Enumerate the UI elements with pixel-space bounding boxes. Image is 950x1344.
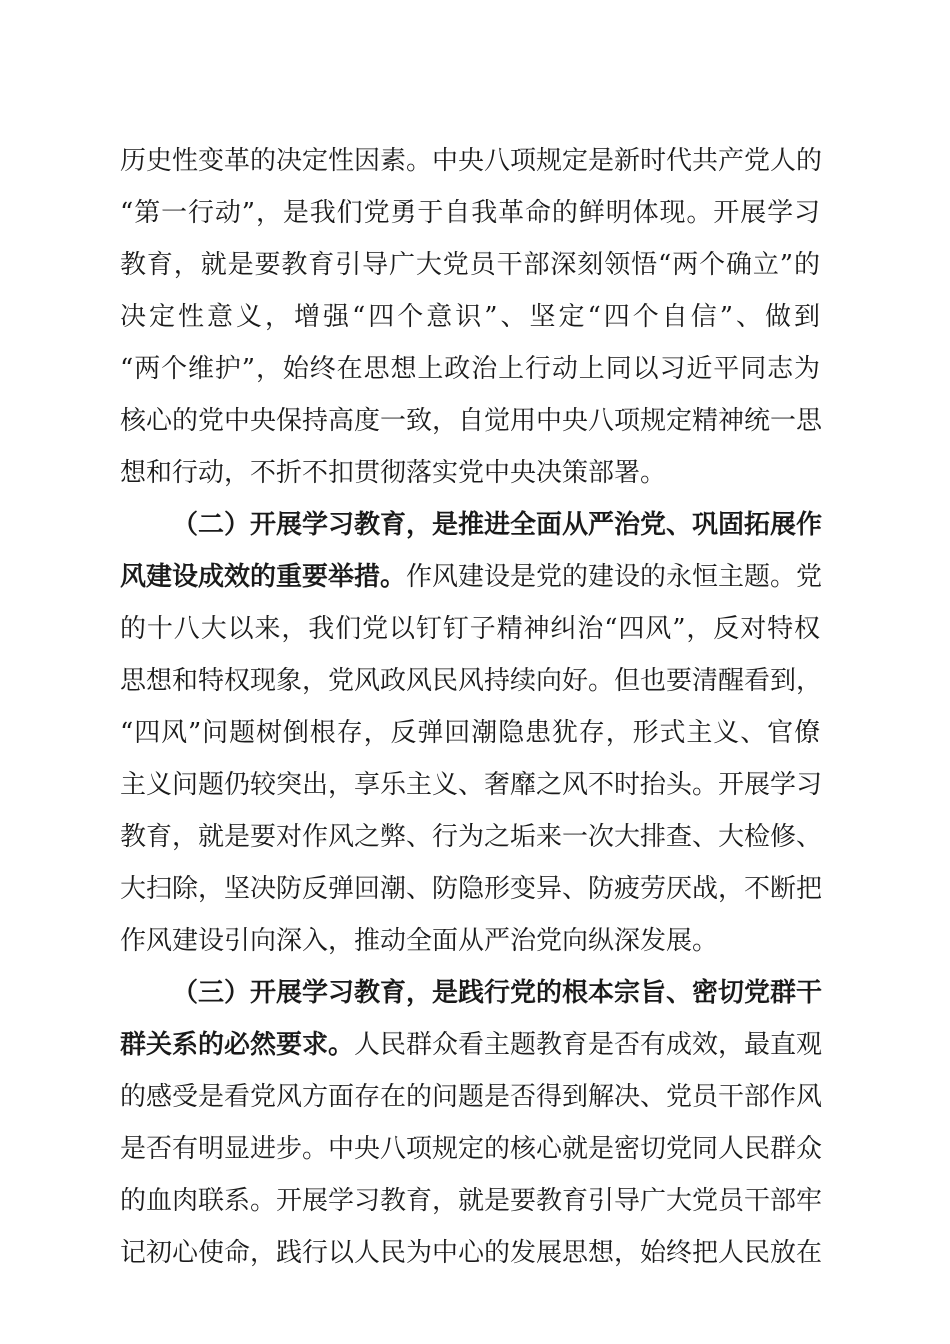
section-heading-line <box>120 499 823 551</box>
section-heading-continued: 群关系的必然要求。 <box>120 1030 355 1060</box>
document-body <box>120 135 823 1279</box>
paragraph-line: 决定性意义，增强“四个意识”、坚定“四个自信”、做到 <box>120 302 820 332</box>
paragraph-line: 大扫除，坚决防反弹回潮、防隐形变异、防疲劳厌战，不断把 <box>120 874 823 904</box>
section-heading: （二）开展学习教育，是推进全面从严治党、巩固拓展作 <box>172 510 823 540</box>
paragraph-text: 人民群众看主题教育是否有成效，最直观 <box>354 1030 823 1060</box>
paragraph-2 <box>120 499 823 967</box>
paragraph-line: “第一行动”，是我们党勇于自我革命的鲜明体现。开展学习 <box>120 198 820 228</box>
paragraph-line <box>120 551 823 603</box>
section-heading-continued: 风建设成效的重要举措。 <box>120 562 407 592</box>
paragraph-line: “两个维护”，始终在思想上政治上行动上同以习近平同志为 <box>120 354 820 384</box>
paragraph-line: 思想和特权现象，党风政风民风持续向好。但也要清醒看到， <box>120 666 823 696</box>
section-heading-line <box>120 967 823 1019</box>
paragraph-line: 教育，就是要教育引导广大党员干部深刻领悟“两个确立”的 <box>120 250 820 280</box>
paragraph-line: 核心的党中央保持高度一致，自觉用中央八项规定精神统一思 <box>120 406 823 436</box>
paragraph-text: 作风建设是党的建设的永恒主题。党 <box>406 562 823 592</box>
paragraph-line: 历史性变革的决定性因素。中央八项规定是新时代共产党人的 <box>120 146 823 176</box>
paragraph-line: 主义问题仍较突出，享乐主义、奢靡之风不时抬头。开展学习 <box>120 770 823 800</box>
paragraph-line: 的十八大以来，我们党以钉钉子精神纠治“四风”，反对特权 <box>120 614 820 644</box>
paragraph-line: 想和行动，不折不扣贯彻落实党中央决策部署。 <box>120 458 667 488</box>
paragraph-line: 的血肉联系。开展学习教育，就是要教育引导广大党员干部牢 <box>120 1186 823 1216</box>
paragraph-line: “四风”问题树倒根存，反弹回潮隐患犹存，形式主义、官僚 <box>120 718 820 748</box>
paragraph-line: 记初心使命，践行以人民为中心的发展思想，始终把人民放在 <box>120 1238 823 1268</box>
paragraph-line: 是否有明显进步。中央八项规定的核心就是密切党同人民群众 <box>120 1134 823 1164</box>
paragraph-line: 作风建设引向深入，推动全面从严治党向纵深发展。 <box>120 926 719 956</box>
paragraph-line: 的感受是看党风方面存在的问题是否得到解决、党员干部作风 <box>120 1082 823 1112</box>
paragraph-line: 教育，就是要对作风之弊、行为之垢来一次大排查、大检修、 <box>120 822 823 852</box>
section-heading: （三）开展学习教育，是践行党的根本宗旨、密切党群干 <box>172 978 823 1008</box>
paragraph-1 <box>120 135 823 499</box>
paragraph-3 <box>120 967 823 1279</box>
paragraph-line <box>120 1019 823 1071</box>
